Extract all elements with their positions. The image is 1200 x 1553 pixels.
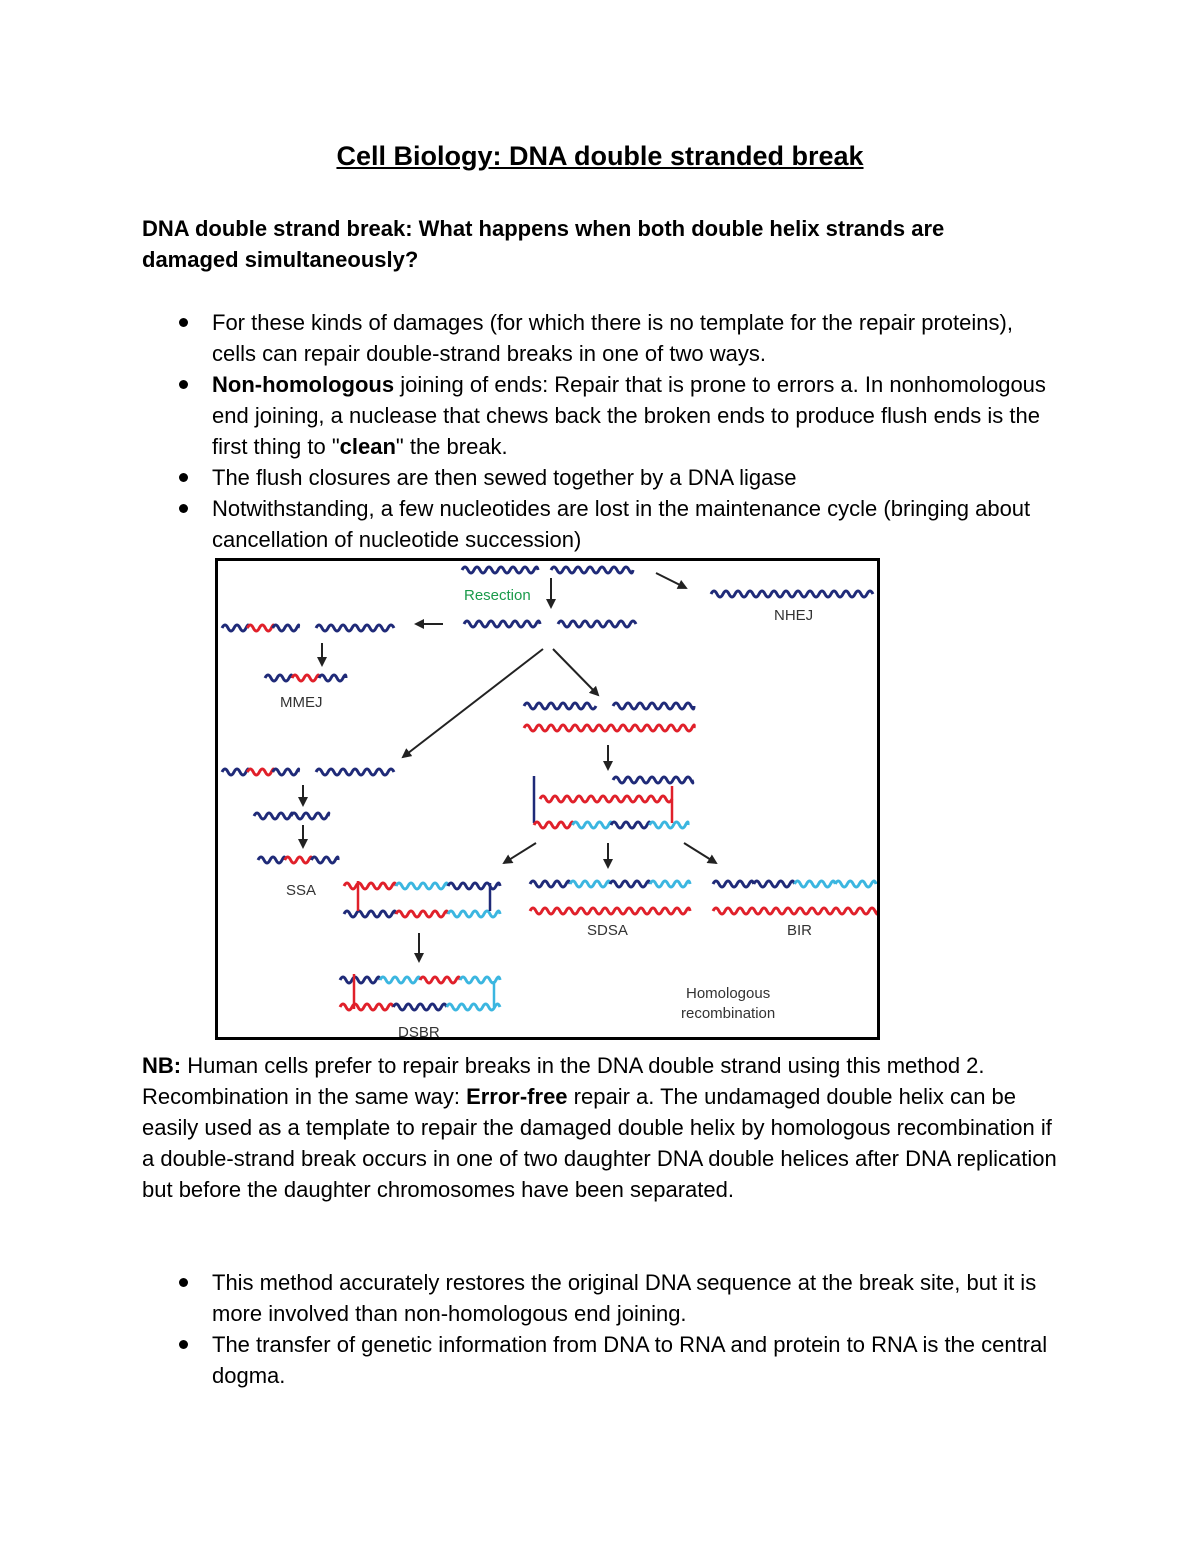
figure-labels [280, 587, 813, 1037]
dna-strand [754, 881, 795, 887]
dna-strand [247, 769, 273, 775]
label-nhej: NHEJ [774, 607, 814, 624]
dna-strand [393, 1004, 446, 1010]
dna-strand [340, 1004, 393, 1010]
dna-strand [464, 621, 540, 627]
arrow-icon [504, 843, 536, 863]
dna-strand [447, 1004, 500, 1010]
list-item: Notwithstanding, a few nucleotides are lost in the maintenance cycle (bringing about cancellation of nucleotide succession) [142, 493, 1062, 555]
dna-helices [222, 567, 877, 1010]
label-bir: BIR [787, 922, 813, 939]
label-dsbr: DSBR [398, 1024, 440, 1037]
arrow-icon [684, 843, 716, 863]
nb-paragraph: NB: Human cells prefer to repair breaks in the DNA double strand using this method 2. Recombination in the same way: Error-free repair a. The undamaged double helix can be easily used as a template to repair the damaged double helix by homologous recombination if a double-strand break occurs in one of two daughter DNA double helices after DNA replication but before the daughter chromosomes have been separated. [142, 1053, 1057, 1202]
dna-strand [247, 625, 273, 631]
dna-strand [448, 883, 500, 889]
dna-strand [273, 625, 299, 631]
dna-strand [319, 675, 346, 681]
dna-strand [396, 911, 448, 917]
bullet-list-2 [142, 1267, 1062, 1391]
dna-strand [551, 567, 633, 573]
dna-strand [558, 621, 636, 627]
dna-strand [258, 857, 285, 863]
section-heading: DNA double strand break: What happens when both double helix strands are damaged simultaneously? [142, 216, 945, 272]
dna-strand [524, 725, 694, 731]
dna-strand [530, 908, 690, 914]
label-mmej: MMEJ [280, 694, 323, 711]
dna-strand [254, 813, 292, 819]
dna-strand [713, 881, 754, 887]
bullet-list-1 [142, 307, 1062, 555]
dna-strand [711, 591, 873, 597]
dna-strand [265, 675, 292, 681]
dna-strand [291, 813, 329, 819]
dna-strand [650, 881, 690, 887]
dna-strand [713, 908, 877, 914]
dna-repair-diagram [218, 561, 877, 1037]
dna-strand [344, 911, 396, 917]
dna-strand [835, 881, 876, 887]
dna-strand [316, 625, 394, 631]
dna-strand [222, 769, 248, 775]
list-item: For these kinds of damages (for which there is no template for the repair proteins), cells can repair double-strand breaks in one of two ways. [142, 307, 1062, 369]
dna-strand [285, 857, 312, 863]
dna-strand [292, 675, 319, 681]
dna-strand [396, 883, 448, 889]
dna-strand [420, 977, 460, 983]
list-item: The flush closures are then sewed together by a DNA ligase [142, 462, 1062, 493]
arrow-icon [553, 649, 598, 695]
page-title: Cell Biology: DNA double stranded break [336, 141, 864, 171]
dna-strand [311, 857, 338, 863]
dna-strand [613, 777, 693, 783]
dna-strand [540, 796, 672, 802]
dna-strand [273, 769, 299, 775]
dna-strand [795, 881, 836, 887]
dna-strand [380, 977, 420, 983]
label-resection: Resection [464, 587, 531, 604]
bullet-icon [179, 380, 188, 389]
bullet-icon [179, 1278, 188, 1287]
label-homologous: Homologous [686, 985, 771, 1002]
bullet-icon [179, 473, 188, 482]
arrow-icon [656, 573, 686, 588]
bullet-icon [179, 504, 188, 513]
label-recombination: recombination [681, 1005, 776, 1022]
dna-strand [524, 703, 596, 709]
dna-strand [462, 567, 538, 573]
dna-repair-figure [215, 558, 880, 1040]
dna-strand [611, 822, 650, 828]
dna-strand [340, 977, 380, 983]
list-item: Non-homologous joining of ends: Repair that is prone to errors a. In nonhomologous end joining, a nuclease that chews back the broken ends to produce flush ends is the first thing to "clean" the break. [142, 369, 1062, 462]
dna-strand [570, 881, 610, 887]
list-item: The transfer of genetic information from DNA to RNA and protein to RNA is the central dogma. [142, 1329, 1062, 1391]
dna-strand [534, 822, 573, 828]
dna-strand [573, 822, 612, 828]
dna-strand [610, 881, 650, 887]
dna-strand [222, 625, 248, 631]
bullet-icon [179, 318, 188, 327]
dna-strand [316, 769, 394, 775]
dna-strand [448, 911, 500, 917]
list-item: This method accurately restores the original DNA sequence at the break site, but it is more involved than non-homologous end joining. [142, 1267, 1062, 1329]
arrow-icon [403, 649, 543, 757]
dna-strand [650, 822, 689, 828]
pathway-arrows [303, 573, 716, 961]
dna-strand [344, 883, 396, 889]
bullet-icon [179, 1340, 188, 1349]
label-sdsa: SDSA [587, 922, 628, 939]
dna-strand [530, 881, 570, 887]
label-ssa: SSA [286, 882, 317, 899]
dna-strand [613, 703, 694, 709]
